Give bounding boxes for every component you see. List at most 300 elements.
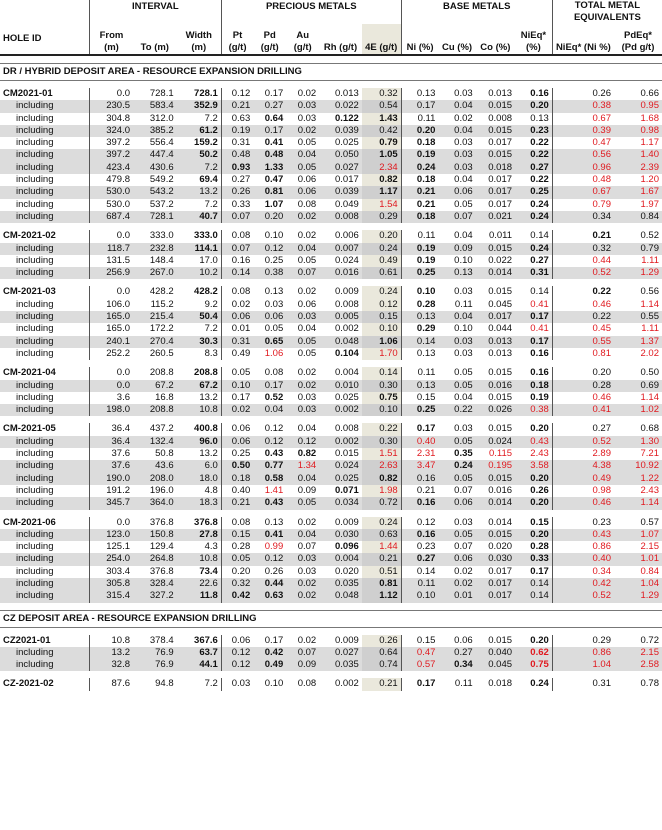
cell-cu: 0.06 [438, 553, 475, 565]
cell-co: 0.008 [488, 112, 513, 124]
cell-ni: 0.13 [401, 380, 438, 392]
cell-ni: 0.11 [417, 230, 436, 242]
cell-width: 428.2 [177, 286, 222, 298]
cell-nieq-total: 0.26 [592, 88, 611, 99]
cell-from: 304.8 [106, 112, 131, 124]
cell-hole-id: including [0, 137, 89, 149]
cell-pdeq-total: 0.55 [614, 311, 662, 323]
cell-ni: 0.17 [416, 423, 436, 435]
cell-to: 428.2 [149, 286, 174, 298]
cell-width: 18.0 [177, 473, 222, 485]
table-row [0, 100, 662, 112]
cell-pt: 0.50 [221, 460, 253, 472]
cell-pdeq-total: 0.66 [640, 88, 659, 99]
cell-nieq-total: 0.79 [592, 198, 611, 210]
cell-width: 69.4 [177, 174, 222, 186]
cell-rh: 0.022 [319, 100, 362, 112]
cell-au: 0.04 [297, 323, 317, 335]
cell-pd: 0.42 [253, 647, 286, 659]
cell-from: 118.7 [89, 243, 133, 255]
table-row [0, 460, 662, 472]
cell-to: 543.2 [133, 186, 177, 198]
cell-pdeq-total: 10.92 [614, 460, 662, 472]
cell-nieq: 0.20 [515, 100, 552, 112]
cell-4e: 0.24 [362, 243, 401, 255]
cell-pd: 0.13 [264, 286, 284, 298]
precious-metals-group-header: PRECIOUS METALS [221, 0, 401, 24]
cell-cu: 0.04 [454, 391, 473, 403]
cell-co: 0.017 [488, 565, 513, 577]
cell-rh: 0.024 [319, 460, 362, 472]
cell-nieq-total: 0.34 [592, 565, 611, 577]
cell-nieq: 0.20 [515, 529, 552, 541]
cell-pd: 0.08 [264, 367, 284, 379]
cell-co: 0.017 [476, 311, 515, 323]
cell-pd: 0.17 [264, 88, 284, 99]
col-hole-id: HOLE ID [0, 24, 89, 55]
cell-nieq: 0.62 [515, 647, 552, 659]
cell-pdeq-total: 1.01 [614, 553, 662, 565]
spacer-row [0, 671, 662, 678]
cell-to: 328.4 [133, 578, 177, 590]
cell-au: 0.03 [297, 565, 317, 577]
cell-ni: 0.14 [416, 565, 436, 577]
cell-to: 43.6 [133, 460, 177, 472]
cell-to: 333.0 [149, 230, 174, 242]
cell-to: 728.1 [133, 211, 177, 223]
cell-nieq-total: 0.21 [592, 230, 611, 242]
cell-pdeq-total: 1.14 [640, 391, 659, 403]
cell-pdeq-total: 0.52 [640, 230, 659, 242]
cell-hole-id: including [0, 392, 89, 404]
cell-nieq-total: 0.39 [552, 125, 614, 137]
cell-rh: 0.025 [335, 391, 359, 403]
cell-nieq: 0.43 [515, 436, 552, 448]
cell-rh: 0.010 [319, 380, 362, 392]
cell-au: 0.02 [297, 230, 317, 242]
cell-from: 123.0 [89, 529, 133, 541]
cell-width: 13.2 [177, 448, 222, 460]
cell-width: 13.2 [177, 392, 222, 404]
cell-pt: 0.14 [221, 267, 253, 279]
cell-co: 0.016 [476, 380, 515, 392]
cell-au: 0.03 [286, 404, 319, 416]
cell-pdeq-total: 0.78 [640, 678, 659, 690]
cell-width: 44.1 [177, 659, 222, 671]
cell-width: 7.2 [177, 199, 222, 211]
cell-nieq-total: 0.67 [552, 186, 614, 198]
table-row [0, 323, 662, 335]
cell-4e: 2.63 [362, 460, 401, 472]
cell-pdeq-total: 0.84 [640, 565, 659, 577]
cell-cu: 0.03 [454, 88, 473, 99]
cell-ni: 0.23 [416, 541, 436, 553]
cell-pt: 0.16 [231, 254, 251, 266]
cell-nieq-total: 0.45 [592, 323, 611, 335]
cell-width: 400.8 [177, 423, 222, 435]
spacer-cell [0, 603, 662, 611]
cell-from: 0.0 [116, 367, 131, 379]
cell-co: 0.015 [488, 391, 513, 403]
cell-from: 13.2 [89, 647, 133, 659]
cell-pt: 0.06 [231, 634, 251, 646]
cell-au: 0.08 [297, 198, 317, 210]
cell-pdeq-total: 1.14 [614, 497, 662, 509]
cell-to: 537.2 [149, 198, 174, 210]
table-row [0, 436, 662, 448]
cell-pt: 0.26 [221, 186, 253, 198]
cell-from: 687.4 [89, 211, 133, 223]
cell-nieq: 0.41 [515, 323, 552, 335]
cell-from: 397.2 [106, 137, 131, 149]
cell-au: 0.05 [286, 162, 319, 174]
cell-co: 0.026 [476, 404, 515, 416]
cell-pt: 0.12 [221, 647, 253, 659]
cell-pd: 0.20 [253, 211, 286, 223]
cell-nieq-total: 0.48 [592, 174, 611, 186]
table-row [0, 174, 662, 186]
cell-nieq-total: 0.52 [552, 436, 614, 448]
cell-hole-id: CM2021-01 [0, 88, 89, 100]
cell-rh: 0.024 [335, 254, 359, 266]
cell-nieq: 0.16 [515, 88, 552, 100]
cell-nieq-total: 0.49 [552, 473, 614, 485]
cell-nieq-total: 0.46 [552, 497, 614, 509]
cell-nieq-total: 0.41 [552, 404, 614, 416]
cell-rh: 0.002 [335, 678, 359, 690]
col-nieq: NiEq* (%) [515, 24, 552, 55]
cell-cu: 0.03 [454, 423, 473, 435]
cell-pt: 0.06 [221, 436, 253, 448]
cell-pdeq-total: 0.56 [640, 286, 659, 298]
cell-nieq-total: 0.96 [552, 162, 614, 174]
cell-cu: 0.02 [438, 578, 475, 590]
cell-hole-id: including [0, 162, 89, 174]
cell-hole-id: including [0, 460, 89, 472]
cell-from: 3.6 [116, 391, 131, 403]
table-row [0, 113, 662, 125]
cell-width: 10.8 [177, 553, 222, 565]
cell-to: 215.4 [133, 311, 177, 323]
cell-pdeq-total: 0.57 [640, 516, 659, 528]
cell-pt: 0.31 [221, 336, 253, 348]
cell-co: 0.018 [488, 678, 513, 690]
cell-cu: 0.05 [438, 473, 475, 485]
cell-rh: 0.025 [319, 473, 362, 485]
cell-ni: 0.15 [416, 634, 436, 646]
cell-from: 0.0 [89, 380, 133, 392]
cell-rh: 0.096 [335, 541, 359, 553]
cell-pdeq-total: 0.95 [614, 100, 662, 112]
cell-co: 0.013 [488, 347, 513, 359]
cell-hole-id: CZ2021-01 [0, 635, 89, 647]
cell-to: 583.4 [133, 100, 177, 112]
cell-ni: 0.13 [401, 311, 438, 323]
cell-hole-id: including [0, 541, 89, 553]
cell-to: 67.2 [133, 380, 177, 392]
cell-width: 67.2 [177, 380, 222, 392]
hole-summary-row [0, 367, 662, 379]
cell-rh: 0.009 [335, 286, 359, 298]
cell-pd: 0.17 [264, 634, 284, 646]
table-row [0, 590, 662, 602]
cell-to: 172.2 [149, 323, 174, 335]
cell-co: 0.015 [476, 125, 515, 137]
hole-summary-row [0, 230, 662, 242]
table-row [0, 497, 662, 509]
cell-nieq: 0.38 [515, 404, 552, 416]
cell-pd: 0.12 [253, 243, 286, 255]
cell-rh: 0.004 [319, 553, 362, 565]
cell-from: 32.8 [89, 659, 133, 671]
cell-hole-id: including [0, 647, 89, 659]
table-row [0, 647, 662, 659]
cell-au: 0.12 [286, 436, 319, 448]
cell-to: 430.6 [133, 162, 177, 174]
cell-au: 0.09 [297, 484, 317, 496]
hole-summary-row [0, 286, 662, 298]
cell-hole-id: including [0, 125, 89, 137]
cell-pdeq-total: 1.37 [614, 336, 662, 348]
cell-width: 13.2 [177, 186, 222, 198]
cell-nieq: 0.14 [515, 286, 552, 298]
cell-hole-id: including [0, 553, 89, 565]
cell-from: 10.8 [111, 634, 131, 646]
cell-nieq: 0.27 [515, 255, 552, 267]
col-4e: 4E (g/t) [362, 24, 401, 55]
cell-hole-id: including [0, 243, 89, 255]
cell-4e: 0.29 [362, 211, 401, 223]
cell-ni: 0.19 [401, 243, 438, 255]
cell-pt: 0.01 [231, 323, 251, 335]
spacer-row [0, 603, 662, 611]
spacer-row [0, 81, 662, 89]
hole-summary-row [0, 517, 662, 529]
cell-nieq: 0.26 [515, 485, 552, 497]
cell-rh: 0.015 [335, 448, 359, 460]
cell-pd: 0.12 [264, 423, 284, 435]
cell-pd: 0.58 [253, 473, 286, 485]
spacer-cell [0, 510, 662, 517]
cell-pt: 0.06 [221, 311, 253, 323]
cell-4e: 1.98 [362, 485, 401, 497]
cell-rh: 0.009 [335, 634, 359, 646]
cell-nieq: 0.33 [515, 553, 552, 565]
cell-to: 264.8 [133, 553, 177, 565]
cell-au: 0.09 [286, 659, 319, 671]
cell-to: 728.1 [149, 88, 174, 99]
section-header-row [0, 64, 662, 81]
cell-au: 0.02 [297, 634, 317, 646]
cell-4e: 0.12 [362, 299, 401, 311]
cell-pd: 1.06 [264, 347, 284, 359]
cell-4e: 1.70 [362, 348, 401, 360]
cell-pdeq-total: 1.11 [641, 254, 659, 266]
cell-4e: 0.82 [362, 473, 401, 485]
cell-to: 94.8 [155, 678, 174, 690]
cell-rh: 0.013 [335, 88, 359, 99]
table-row [0, 199, 662, 211]
cell-ni: 0.11 [417, 367, 436, 379]
cell-width: 159.2 [177, 137, 222, 149]
cell-co: 0.045 [476, 659, 515, 671]
cell-to: 376.8 [149, 565, 174, 577]
cell-from: 0.0 [116, 88, 131, 99]
cell-4e: 1.44 [362, 541, 401, 553]
cell-nieq: 3.58 [515, 460, 552, 472]
cell-hole-id: including [0, 566, 89, 578]
cell-au: 0.07 [297, 541, 317, 553]
cell-hole-id: including [0, 578, 89, 590]
cell-nieq: 0.20 [515, 423, 552, 435]
cell-nieq-total: 0.43 [552, 529, 614, 541]
cell-to: 76.9 [133, 659, 177, 671]
cell-pt: 0.12 [231, 88, 251, 99]
cell-pd: 0.43 [253, 497, 286, 509]
cell-co: 0.015 [476, 100, 515, 112]
cell-rh: 0.048 [319, 590, 362, 602]
cell-au: 0.03 [297, 112, 317, 124]
cell-pdeq-total: 1.11 [641, 323, 659, 335]
cell-co: 0.011 [488, 230, 513, 242]
table-row [0, 380, 662, 392]
cell-pt: 0.02 [231, 298, 251, 310]
cell-width: 27.8 [177, 529, 222, 541]
cell-pdeq-total: 1.29 [614, 590, 662, 602]
table-body [0, 55, 662, 691]
cell-width: 367.6 [177, 635, 222, 647]
table-row [0, 149, 662, 161]
cell-cu: 0.03 [438, 162, 475, 174]
spacer-cell [0, 223, 662, 230]
cell-nieq-total: 0.86 [552, 647, 614, 659]
cell-width: 352.9 [177, 100, 222, 112]
cell-rh: 0.027 [319, 162, 362, 174]
cell-hole-id: including [0, 299, 89, 311]
cell-nieq: 0.75 [515, 659, 552, 671]
cell-nieq: 0.17 [515, 311, 552, 323]
cell-from: 198.0 [89, 404, 133, 416]
cell-ni: 0.11 [417, 112, 436, 124]
cell-pdeq-total: 1.68 [640, 112, 659, 124]
cell-co: 0.045 [488, 298, 513, 310]
cell-pt: 0.10 [221, 380, 253, 392]
cell-nieq-total: 0.28 [552, 380, 614, 392]
cell-pt: 0.20 [231, 565, 251, 577]
cell-ni: 0.16 [401, 473, 438, 485]
cell-rh: 0.008 [335, 423, 359, 435]
cell-pt: 0.06 [231, 423, 251, 435]
cell-to: 549.2 [149, 174, 174, 186]
cell-pd: 0.65 [253, 336, 286, 348]
cell-pt: 0.93 [221, 162, 253, 174]
cell-pdeq-total: 1.30 [614, 436, 662, 448]
total-metal-equivalents-group-header: TOTAL METAL EQUIVALENTS [573, 0, 641, 23]
cell-from: 0.0 [116, 230, 131, 242]
cell-rh: 0.017 [335, 174, 359, 186]
spacer-cell [0, 279, 662, 286]
cell-pdeq-total: 1.67 [614, 186, 662, 198]
cell-nieq: 0.14 [515, 578, 552, 590]
cell-width: 18.3 [177, 497, 222, 509]
cell-width: 7.2 [177, 678, 222, 690]
cell-rh: 0.049 [335, 198, 359, 210]
cell-to: 208.8 [133, 404, 177, 416]
table-row [0, 211, 662, 223]
table-row [0, 162, 662, 174]
table-row [0, 485, 662, 497]
cell-co: 0.020 [488, 541, 513, 553]
cell-nieq: 0.22 [515, 137, 552, 149]
cell-cu: 0.05 [438, 436, 475, 448]
section-title: DR / HYBRID DEPOSIT AREA - RESOURCE EXPANSION DRILLING [0, 64, 662, 81]
cell-from: 256.9 [89, 267, 133, 279]
cell-pd: 1.33 [253, 162, 286, 174]
cell-pt: 0.08 [231, 286, 251, 298]
cell-pd: 0.41 [253, 529, 286, 541]
cell-au: 0.04 [297, 423, 317, 435]
cell-from: 165.0 [89, 311, 133, 323]
table-row [0, 348, 662, 360]
cell-hole-id: including [0, 380, 89, 392]
cell-pd: 0.44 [253, 578, 286, 590]
cell-co: 0.018 [476, 162, 515, 174]
cell-hole-id: including [0, 336, 89, 348]
cell-from: 530.0 [89, 186, 133, 198]
cell-4e: 0.51 [362, 566, 401, 578]
spacer-cell [0, 81, 662, 89]
cell-pt: 0.05 [221, 553, 253, 565]
spacer-cell [0, 360, 662, 367]
cell-pdeq-total: 0.72 [640, 634, 659, 646]
cell-au: 0.02 [297, 88, 317, 99]
interval-group-header: INTERVAL [89, 0, 221, 24]
cell-pd: 1.07 [264, 198, 284, 210]
cell-ni: 0.57 [401, 659, 438, 671]
cell-co: 0.044 [488, 323, 513, 335]
cell-co: 0.015 [488, 634, 513, 646]
cell-cu: 0.05 [438, 380, 475, 392]
section-header-row [0, 610, 662, 627]
cell-ni: 0.15 [416, 391, 436, 403]
cell-ni: 0.29 [416, 323, 436, 335]
section-title: CZ DEPOSIT AREA - RESOURCE EXPANSION DRILLING [0, 610, 662, 627]
cell-width: 8.3 [177, 348, 222, 360]
cell-hole-id: including [0, 348, 89, 360]
cell-4e: 0.30 [362, 380, 401, 392]
cell-pdeq-total: 1.14 [640, 298, 659, 310]
cell-4e: 0.81 [362, 578, 401, 590]
cell-pdeq-total: 2.02 [640, 347, 659, 359]
cell-nieq: 0.17 [515, 336, 552, 348]
cell-4e: 0.75 [362, 392, 401, 404]
cell-4e: 1.54 [362, 199, 401, 211]
cell-from: 106.0 [106, 298, 131, 310]
cell-pd: 0.03 [264, 298, 284, 310]
cell-rh: 0.035 [319, 578, 362, 590]
cell-nieq-total: 4.38 [552, 460, 614, 472]
cell-to: 378.4 [149, 634, 174, 646]
cell-nieq-total: 0.23 [592, 516, 611, 528]
cell-from: 0.0 [116, 286, 131, 298]
cell-4e: 0.21 [362, 553, 401, 565]
cell-nieq-total: 0.56 [552, 149, 614, 161]
cell-rh: 0.071 [335, 484, 359, 496]
cell-ni: 0.18 [401, 211, 438, 223]
cell-cu: 0.04 [454, 174, 473, 186]
cell-to: 132.4 [133, 436, 177, 448]
cell-pdeq-total: 0.84 [614, 211, 662, 223]
